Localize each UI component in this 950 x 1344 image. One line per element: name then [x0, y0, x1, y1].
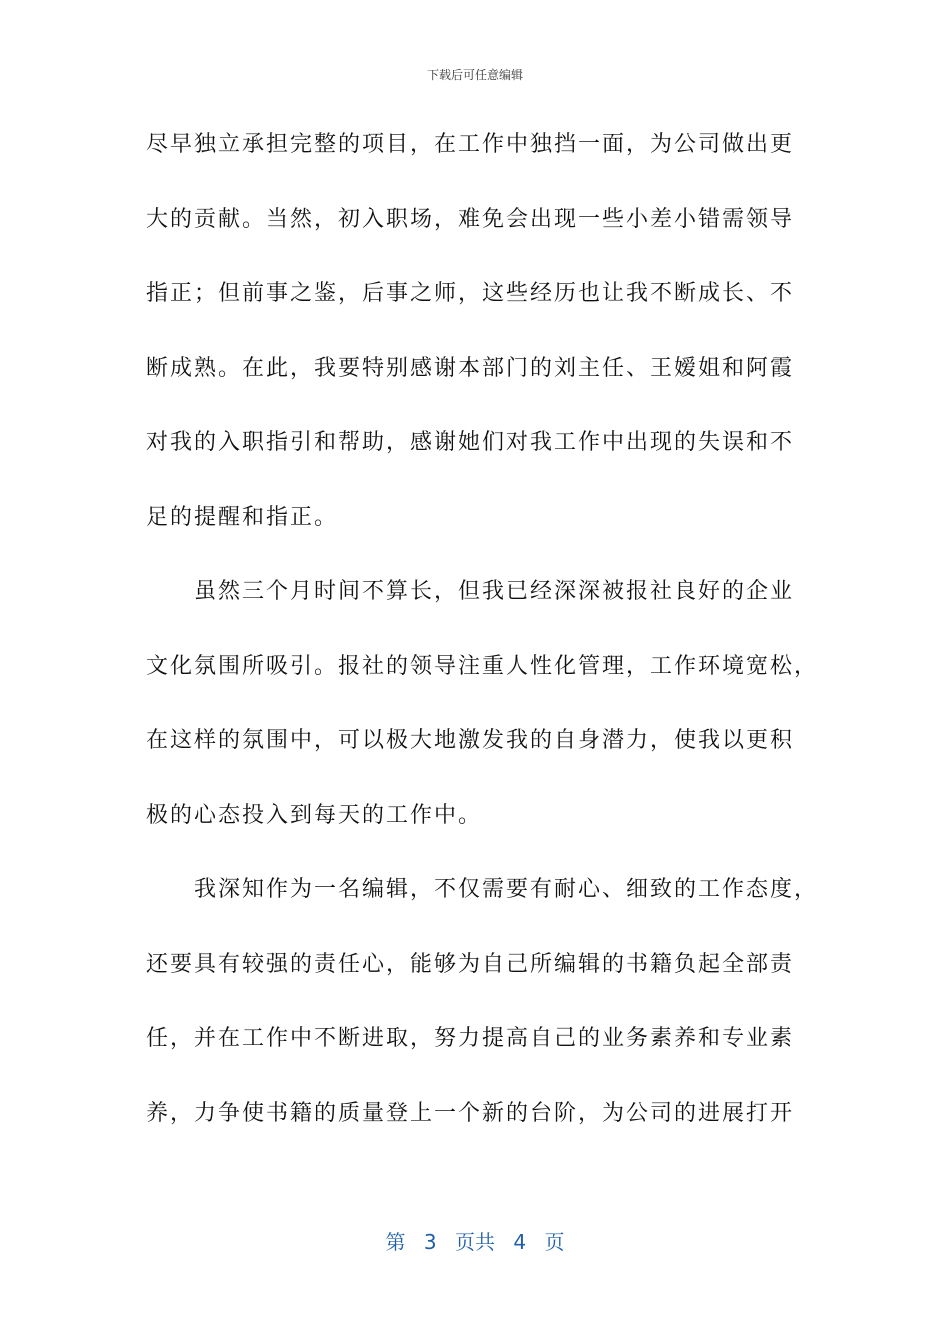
text-line: 虽然三个月时间不算长，但我已经深深被报社良好的企业 — [146, 579, 795, 604]
text-line: 极的心态投入到每天的工作中。 — [146, 802, 483, 828]
footer-label-of: 页共 — [455, 1230, 495, 1254]
text-line: 任，并在工作中不断进取，努力提高自己的业务素养和专业素 — [146, 1026, 795, 1051]
text-line: 大的贡献。当然，初入职场，难免会出现一些小差小错需领导 — [146, 206, 795, 232]
text-line: 足的提醒和指正。 — [146, 504, 339, 530]
current-page-number: 3 — [423, 1230, 437, 1254]
text-line: 对我的入职指引和帮助，感谢她们对我工作中出现的失误和不 — [146, 430, 795, 455]
footer-label-end: 页 — [544, 1230, 565, 1254]
text-line: 文化氛围所吸引。报社的领导注重人性化管理，工作环境宽松， — [146, 653, 819, 679]
text-line: 指正；但前事之鉴，后事之师，这些经历也让我不断成长、不 — [146, 281, 795, 306]
body-text — [146, 120, 819, 1163]
total-pages-number: 4 — [513, 1230, 527, 1254]
page-footer — [0, 1226, 950, 1255]
text-line: 还要具有较强的责任心，能够为自己所编辑的书籍负起全部责 — [146, 951, 795, 977]
text-line: 断成熟。在此，我要特别感谢本部门的刘主任、王嫒姐和阿霞 — [146, 355, 795, 381]
footer-label-page: 第 — [385, 1230, 406, 1254]
page-header: 下载后可任意编辑 — [426, 68, 523, 82]
text-line: 养，力争使书籍的质量登上一个新的台阶，为公司的进展打开 — [146, 1100, 795, 1126]
text-line: 尽早独立承担完整的项目，在工作中独挡一面，为公司做出更 — [146, 132, 795, 157]
text-line: 在这样的氛围中，可以极大地激发我的自身潜力，使我以更积 — [146, 728, 795, 753]
text-line: 我深知作为一名编辑，不仅需要有耐心、细致的工作态度， — [146, 877, 819, 902]
